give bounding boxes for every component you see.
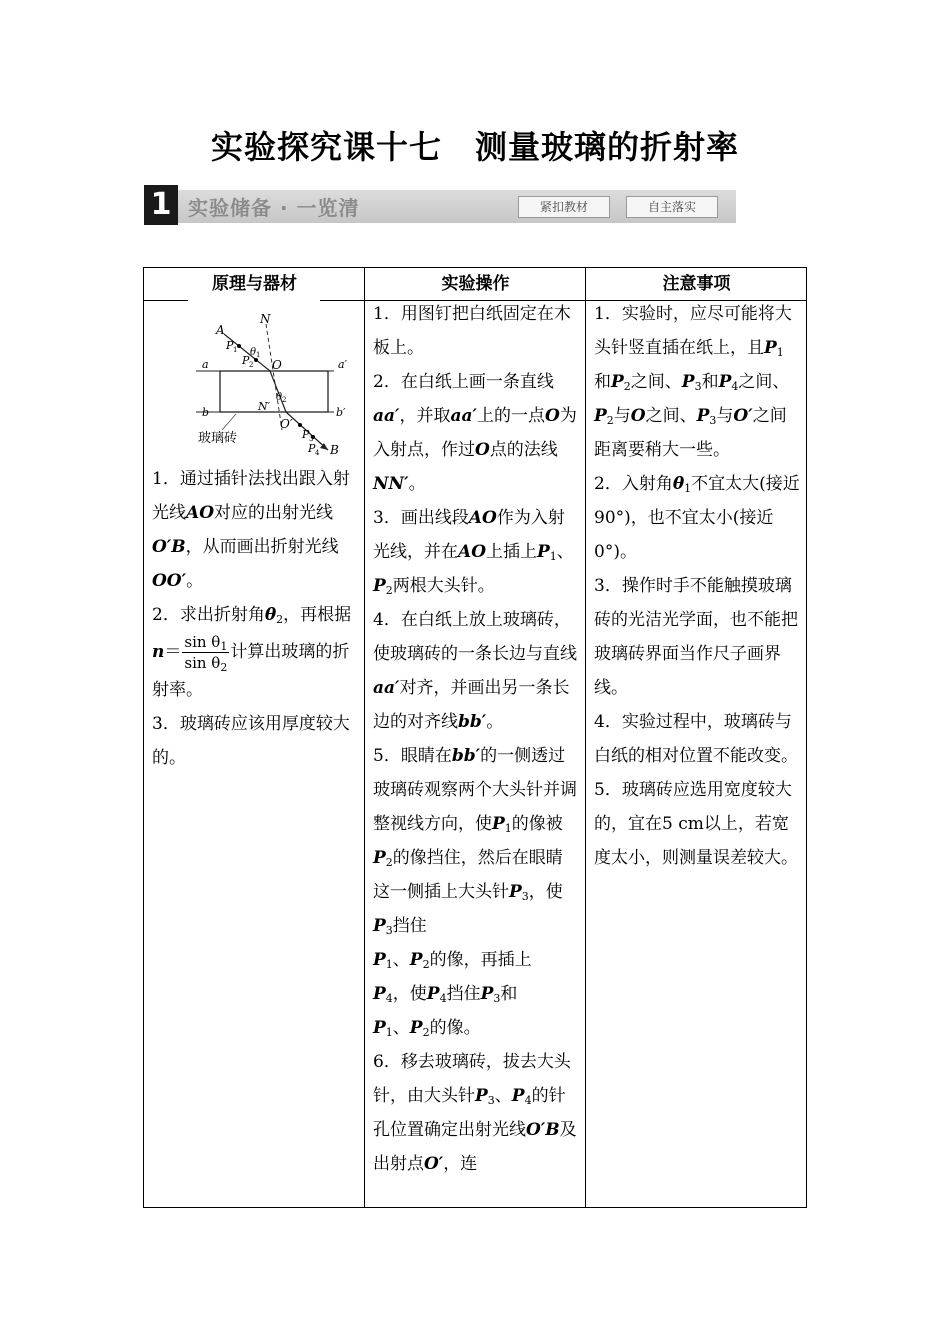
step-text: 、: [494, 1086, 512, 1106]
item-text: 求出折射角: [179, 605, 265, 625]
step-var: O′B: [526, 1120, 560, 1140]
note-text: 和: [701, 372, 719, 392]
step-text: 作为入射光线，并在: [373, 508, 565, 562]
step-text: 对齐，并画出另一条长边的对齐线: [373, 678, 570, 732]
label-p4: P: [308, 442, 316, 455]
item-var: n: [152, 642, 165, 662]
item-text: 通过插针法找出跟入射光线: [152, 469, 350, 523]
item-text: ，再根据: [283, 605, 352, 625]
section-heading: 实验储备 · 一览清: [188, 196, 360, 220]
operation-step-3: [373, 501, 579, 603]
step-text: ，连: [443, 1154, 478, 1174]
summary-table: [143, 267, 807, 1208]
refractive-index-fraction: [182, 632, 229, 673]
step-var: P: [409, 950, 423, 970]
step-text: 、: [392, 950, 410, 970]
step-text: 和: [500, 984, 518, 1004]
principle-item-3: [152, 707, 358, 775]
note-sub: 3: [709, 414, 717, 427]
step-number: 3．: [373, 508, 401, 528]
header-notes: 注意事项: [662, 274, 731, 294]
item-text: 玻璃砖应该用厚度较大的。: [152, 714, 350, 768]
fraction-sub: 1: [220, 640, 228, 653]
note-sub: 2: [606, 414, 614, 427]
step-var: aa′: [373, 678, 400, 698]
label-o: O: [272, 358, 282, 372]
step-var: P: [475, 1086, 488, 1106]
step-sub: 3: [385, 924, 393, 937]
step-sub: 2: [385, 584, 393, 597]
step-text: 上插上: [486, 542, 537, 562]
operation-column: [373, 297, 579, 1181]
note-var: O′: [733, 406, 753, 426]
note-sub: 4: [731, 380, 739, 393]
page-title: 实验探究课十七 测量玻璃的折射率: [210, 128, 739, 166]
step-text: ，使: [392, 984, 427, 1004]
fraction-numerator: [182, 632, 229, 653]
item-var: O′B: [152, 537, 186, 557]
step-var: P: [409, 1018, 423, 1038]
fraction-sub: 2: [220, 661, 228, 674]
operation-step-1: [373, 297, 579, 365]
note-text: 与: [613, 406, 631, 426]
principle-column: [152, 310, 358, 775]
step-text: ，使: [528, 882, 563, 902]
item-number: 1．: [152, 469, 180, 489]
step-number: 2．: [373, 372, 401, 392]
step-var: AO: [468, 508, 497, 528]
step-var: P: [537, 542, 550, 562]
step-var: O: [545, 406, 560, 426]
label-b-point: B: [330, 443, 339, 457]
figure-caption: 玻璃砖: [198, 431, 238, 446]
step-number: 4．: [373, 610, 401, 630]
step-text: 挡住: [392, 916, 427, 936]
label-theta1: θ: [250, 347, 257, 358]
item-number: 3．: [152, 714, 180, 734]
header-rule: [320, 300, 364, 301]
item-text: 计算出玻璃的折射率。: [152, 642, 350, 700]
step-text: 用图钉把白纸固定在木板上。: [373, 304, 571, 358]
step-var: P: [480, 984, 494, 1004]
step-text: 移去玻璃砖，拔去大头针，由大头针: [373, 1052, 571, 1106]
note-sub: 1: [684, 482, 692, 495]
step-sub: 3: [487, 1094, 495, 1107]
note-var: P: [718, 372, 732, 392]
step-var: P: [373, 848, 386, 868]
note-text: 之间距离要稍大一些。: [594, 406, 787, 460]
item-var: θ: [264, 605, 277, 625]
step-var: O′: [424, 1154, 444, 1174]
note-text: 和: [594, 372, 611, 392]
label-p2-sub: 2: [249, 361, 254, 369]
step-text: 及出射点: [373, 1120, 577, 1174]
step-text: 的像被: [511, 814, 563, 834]
label-theta2-sub: 2: [282, 396, 287, 404]
step-var: P: [373, 984, 386, 1004]
step-var: P: [492, 814, 505, 834]
pin-p1: [237, 344, 241, 348]
note-number: 1．: [594, 304, 622, 324]
step-var: NN′: [373, 474, 409, 494]
note-text: 实验过程中，玻璃砖与白纸的相对位置不能改变。: [594, 712, 798, 766]
note-number: 4．: [594, 712, 622, 732]
column-divider: [585, 268, 586, 1207]
note-var: P: [594, 406, 607, 426]
operation-step-5: [373, 739, 579, 1045]
step-var: P: [426, 984, 440, 1004]
step-sub: 2: [385, 856, 393, 869]
glass-block: [220, 371, 328, 412]
step-text: ，并取: [399, 406, 451, 426]
step-sub: 4: [385, 992, 393, 1005]
step-text: 挡住: [446, 984, 481, 1004]
note-sub: 1: [776, 346, 784, 359]
step-sub: 2: [422, 958, 430, 971]
step-var: O: [475, 440, 490, 460]
item-var: OO′: [152, 571, 187, 591]
item-sub: 2: [276, 613, 284, 626]
step-text: 眼睛在: [400, 746, 452, 766]
step-var: P: [373, 950, 386, 970]
step-text: 为入射点，作过: [373, 406, 577, 460]
label-p1-sub: 1: [233, 346, 238, 354]
note-number: 2．: [594, 474, 622, 494]
notes-column: [594, 297, 800, 875]
note-text: 与: [716, 406, 734, 426]
step-sub: 3: [521, 890, 529, 903]
operation-step-2: [373, 365, 579, 501]
step-var: P: [509, 882, 522, 902]
item-number: 2．: [152, 605, 180, 625]
note-text: 操作时手不能触摸玻璃砖的光洁光学面，也不能把玻璃砖界面当作尺子画界线。: [594, 576, 798, 698]
step-text: 的像挡住，然后在眼睛这一侧插上大头针: [373, 848, 563, 902]
fraction-text: sin θ: [184, 654, 221, 672]
item-text: 对应的出射光线: [214, 503, 333, 523]
label-b-prime: b′: [336, 406, 346, 419]
step-text: 。: [408, 474, 426, 494]
section-bar: [178, 190, 736, 223]
principle-item-2: [152, 598, 358, 707]
step-text: 。: [486, 712, 504, 732]
note-1: [594, 297, 800, 467]
step-sub: 1: [504, 822, 512, 835]
step-var: bb′: [451, 746, 481, 766]
step-text: 、: [392, 1018, 410, 1038]
step-text: 在白纸上放上玻璃砖，使玻璃砖的一条长边与直线: [373, 610, 577, 664]
fraction-text: sin θ: [184, 633, 221, 651]
label-p1: P: [226, 339, 234, 352]
step-number: 6．: [373, 1052, 401, 1072]
note-5: [594, 773, 800, 875]
fraction-denominator: [182, 653, 229, 673]
textbook-button[interactable]: 紧扣教材: [518, 196, 610, 218]
note-var: O: [630, 406, 646, 426]
step-text: 上的一点: [477, 406, 546, 426]
label-theta2: θ: [276, 392, 283, 403]
note-var: P: [696, 406, 710, 426]
item-text: 。: [186, 571, 204, 591]
note-var: θ: [672, 474, 685, 494]
note-number: 3．: [594, 576, 622, 596]
note-var: P: [611, 372, 624, 392]
note-2: [594, 467, 800, 569]
section-banner: [144, 185, 736, 225]
note-var: P: [681, 372, 695, 392]
label-n-prime: N′: [258, 400, 271, 413]
label-p2: P: [242, 354, 250, 367]
note-text: 入射角: [621, 474, 673, 494]
self-study-button[interactable]: 自主落实: [626, 196, 718, 218]
label-b: b: [202, 406, 210, 419]
step-text: 的像。: [429, 1018, 481, 1038]
step-var: aa′: [373, 406, 400, 426]
step-sub: 1: [549, 550, 557, 563]
step-text: 在白纸上画一条直线: [400, 372, 554, 392]
note-number: 5．: [594, 780, 622, 800]
step-sub: 1: [385, 1026, 393, 1039]
operation-step-4: [373, 603, 579, 739]
refraction-diagram: [176, 310, 366, 462]
step-var: AO: [458, 542, 486, 562]
step-sub: 1: [385, 958, 393, 971]
label-a: a: [202, 358, 209, 371]
header-principle: 原理与器材: [212, 274, 297, 294]
note-text: 之间、: [630, 372, 682, 392]
note-text: 玻璃砖应选用宽度较大的，宜在5 cm以上，若宽度太小，则测量误差较大。: [594, 780, 798, 868]
step-sub: 4: [439, 992, 447, 1005]
header-rule: [144, 300, 188, 301]
label-theta1-sub: 1: [256, 351, 261, 359]
note-4: [594, 705, 800, 773]
step-var: P: [373, 1018, 386, 1038]
step-number: 1．: [373, 304, 401, 324]
step-var: P: [373, 576, 386, 596]
section-number: 1: [144, 185, 178, 225]
label-a-point: A: [216, 323, 225, 337]
step-text: 、: [556, 542, 574, 562]
note-text: 之间、: [645, 406, 697, 426]
step-text: 画出线段: [400, 508, 469, 528]
step-text: 的像，再插上: [429, 950, 532, 970]
step-var: P: [511, 1086, 525, 1106]
step-sub: 4: [524, 1094, 532, 1107]
note-3: [594, 569, 800, 705]
note-var: P: [764, 338, 777, 358]
note-sub: 3: [694, 380, 702, 393]
step-text: 的一侧透过玻璃砖观察两个大头针并调整视线方向，使: [373, 746, 577, 834]
label-leader: [222, 414, 236, 430]
label-p3: P: [302, 428, 310, 441]
note-text: 实验时，应尽可能将大头针竖直插在纸上，且: [594, 304, 792, 358]
step-number: 5．: [373, 746, 401, 766]
item-text: ，从而画出折射光线: [185, 537, 339, 557]
step-text: 点的法线: [489, 440, 558, 460]
step-text: 的针孔位置确定出射光线: [373, 1086, 566, 1140]
item-text: ＝: [164, 642, 182, 662]
label-n: N: [260, 312, 271, 326]
step-var: aa′: [450, 406, 478, 426]
operation-step-6: [373, 1045, 579, 1181]
note-text: 之间、: [738, 372, 790, 392]
label-o-prime: O′: [280, 417, 293, 431]
label-p4-sub: 4: [315, 449, 320, 457]
step-var: bb′: [458, 712, 487, 732]
step-var: P: [373, 916, 386, 936]
step-sub: 2: [422, 1026, 430, 1039]
pin-p3: [298, 423, 302, 427]
principle-item-1: [152, 462, 358, 598]
item-var: AO: [186, 503, 214, 523]
label-p3-sub: 3: [309, 435, 314, 443]
label-a-prime: a′: [338, 358, 348, 371]
header-operation: 实验操作: [441, 274, 510, 294]
step-sub: 3: [493, 992, 501, 1005]
normal-line: [266, 324, 282, 430]
note-sub: 2: [623, 380, 631, 393]
step-text: 两根大头针。: [392, 576, 495, 596]
note-text: 不宜太大(接近90°)，也不宜太小(接近0°)。: [594, 474, 800, 562]
